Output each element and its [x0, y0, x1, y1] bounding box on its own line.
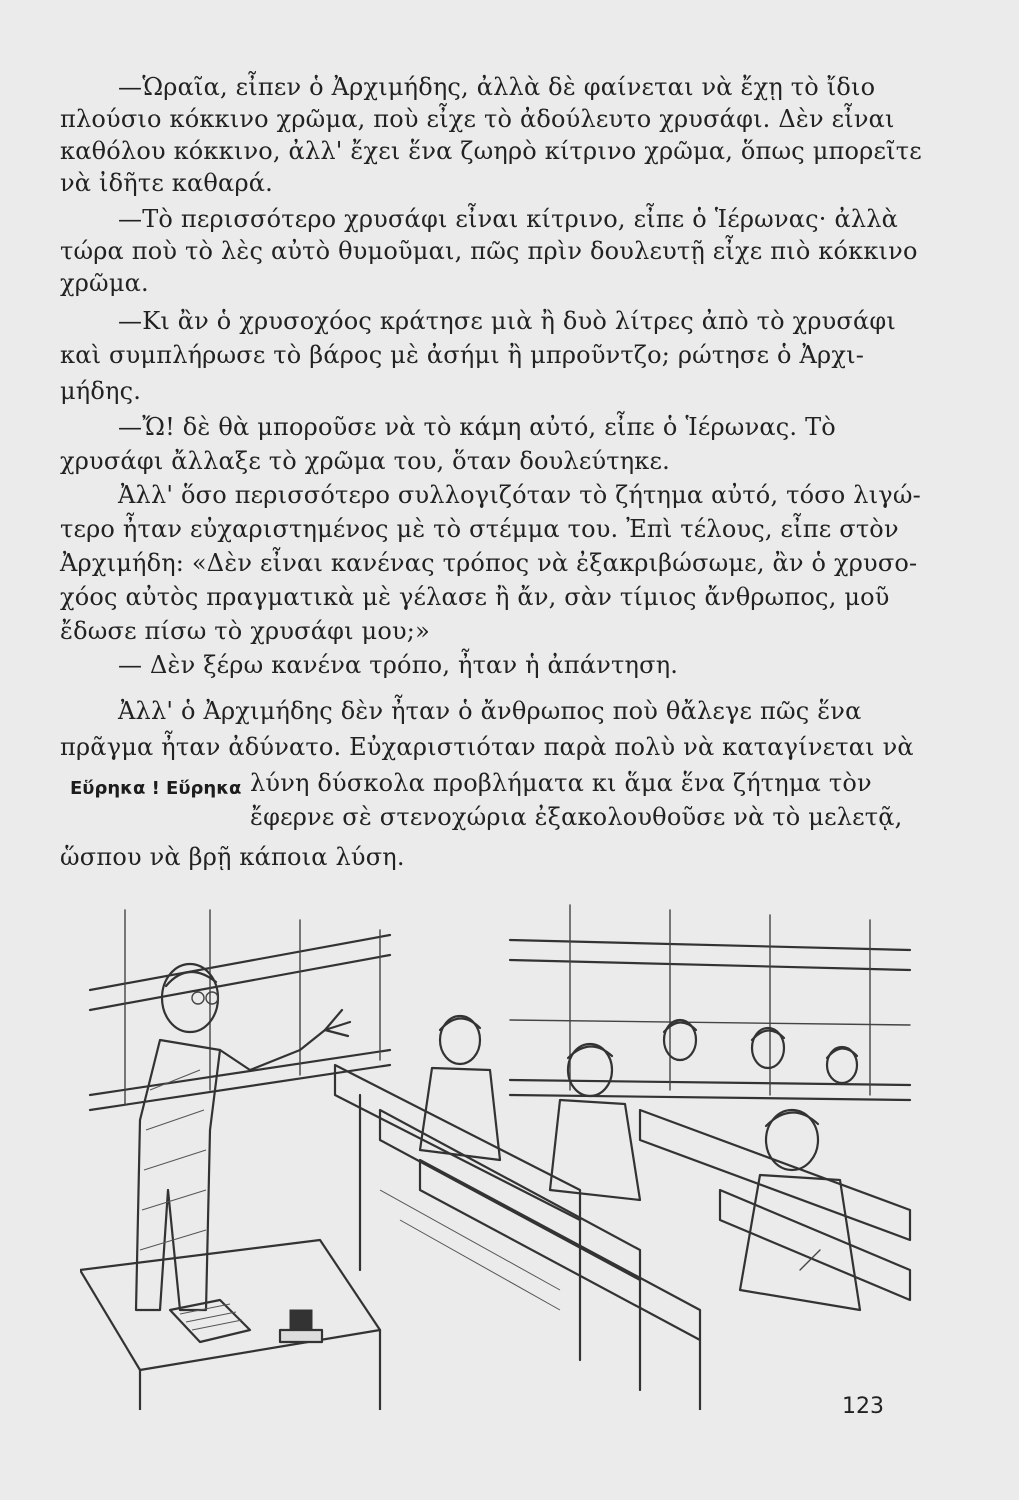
- text-line: τερο ἦταν εὐχαριστημένος μὲ τὸ στέμμα του. Ἐπὶ τέλους, εἶπε στὸν: [60, 515, 899, 543]
- text-line: πλούσιο κόκκινο χρῶμα, ποὺ εἶχε τὸ ἀδούλευτο χρυσάφι. Δὲν εἶναι: [60, 105, 895, 133]
- student-desks: [335, 1065, 910, 1410]
- text-line: —Κι ἂν ὁ χρυσοχόος κράτησε μιὰ ἢ δυὸ λίτρες ἀπὸ τὸ χρυσάφι: [118, 307, 897, 335]
- text-line: ἔφερνε σὲ στενοχώρια ἐξακολουθοῦσε νὰ τὸ μελετᾷ,: [250, 803, 903, 831]
- text-line: καθόλου κόκκινο, ἀλλ' ἔχει ἕνα ζωηρὸ κίτρινο χρῶμα, ὅπως μπορεῖτε: [60, 137, 922, 165]
- page-number: 123: [842, 1394, 884, 1419]
- text-line: —Ὡραῖα, εἶπεν ὁ Ἀρχιμήδης, ἀλλὰ δὲ φαίνεται νὰ ἔχῃ τὸ ἴδιο: [118, 73, 876, 101]
- text-line: Ἀλλ' ὁ Ἀρχιμήδης δὲν ἦταν ὁ ἄνθρωπος ποὺ θἄλεγε πῶς ἕνα: [118, 697, 862, 725]
- text-line: χρυσάφι ἄλλαξε τὸ χρῶμα του, ὅταν δουλεύτηκε.: [60, 447, 670, 475]
- text-line: νὰ ἰδῆτε καθαρά.: [60, 169, 274, 197]
- text-line: ὥσπου νὰ βρῇ κάποια λύση.: [60, 843, 405, 871]
- margin-note: Εὕρηκα ! Εὕρηκα: [70, 778, 242, 799]
- teacher-desk: [80, 1240, 380, 1410]
- text-line: —Ὤ! δὲ θὰ μποροῦσε νὰ τὸ κάμη αὐτό, εἶπε ὁ Ἱέρωνας. Τὸ: [118, 413, 836, 441]
- text-line: χόος αὐτὸς πραγματικὰ μὲ γέλασε ἢ ἄν, σὰν τίμιος ἄνθρωπος, μοῦ: [60, 583, 890, 611]
- text-line: —Τὸ περισσότερο χρυσάφι εἶναι κίτρινο, εἶπε ὁ Ἱέρωνας· ἀλλὰ: [118, 205, 899, 233]
- text-line: Ἀλλ' ὅσο περισσότερο συλλογιζόταν τὸ ζήτημα αὐτό, τόσο λιγώ-: [118, 481, 921, 509]
- text-line: λύνη δύσκολα προβλήματα κι ἅμα ἕνα ζήτημα τὸν: [250, 769, 872, 797]
- window-right: [510, 905, 910, 1100]
- text-line: τώρα ποὺ τὸ λὲς αὐτὸ θυμοῦμαι, πῶς πρὶν δουλευτῇ εἶχε πιὸ κόκκινο: [60, 237, 918, 265]
- window-left: [90, 910, 390, 1110]
- text-line: καὶ συμπλήρωσε τὸ βάρος μὲ ἀσήμι ἢ μπροῦντζο; ρώτησε ὁ Ἀρχι-: [60, 341, 865, 369]
- text-line: μήδης.: [60, 377, 142, 405]
- text-line: χρῶμα.: [60, 269, 149, 297]
- text-line: πρᾶγμα ἦταν ἀδύνατο. Εὐχαριστιόταν παρὰ πολὺ νὰ καταγίνεται νὰ: [60, 733, 914, 761]
- text-line: ἔδωσε πίσω τὸ χρυσάφι μου;»: [60, 617, 430, 645]
- text-line: — Δὲν ξέρω κανένα τρόπο, ἦταν ἡ ἀπάντηση.: [118, 651, 679, 679]
- text-line: Ἀρχιμήδη: «Δὲν εἶναι κανένας τρόπος νὰ ἐξακριβώσωμε, ἂν ὁ χρυσο-: [60, 549, 918, 577]
- classroom-illustration: [80, 890, 920, 1410]
